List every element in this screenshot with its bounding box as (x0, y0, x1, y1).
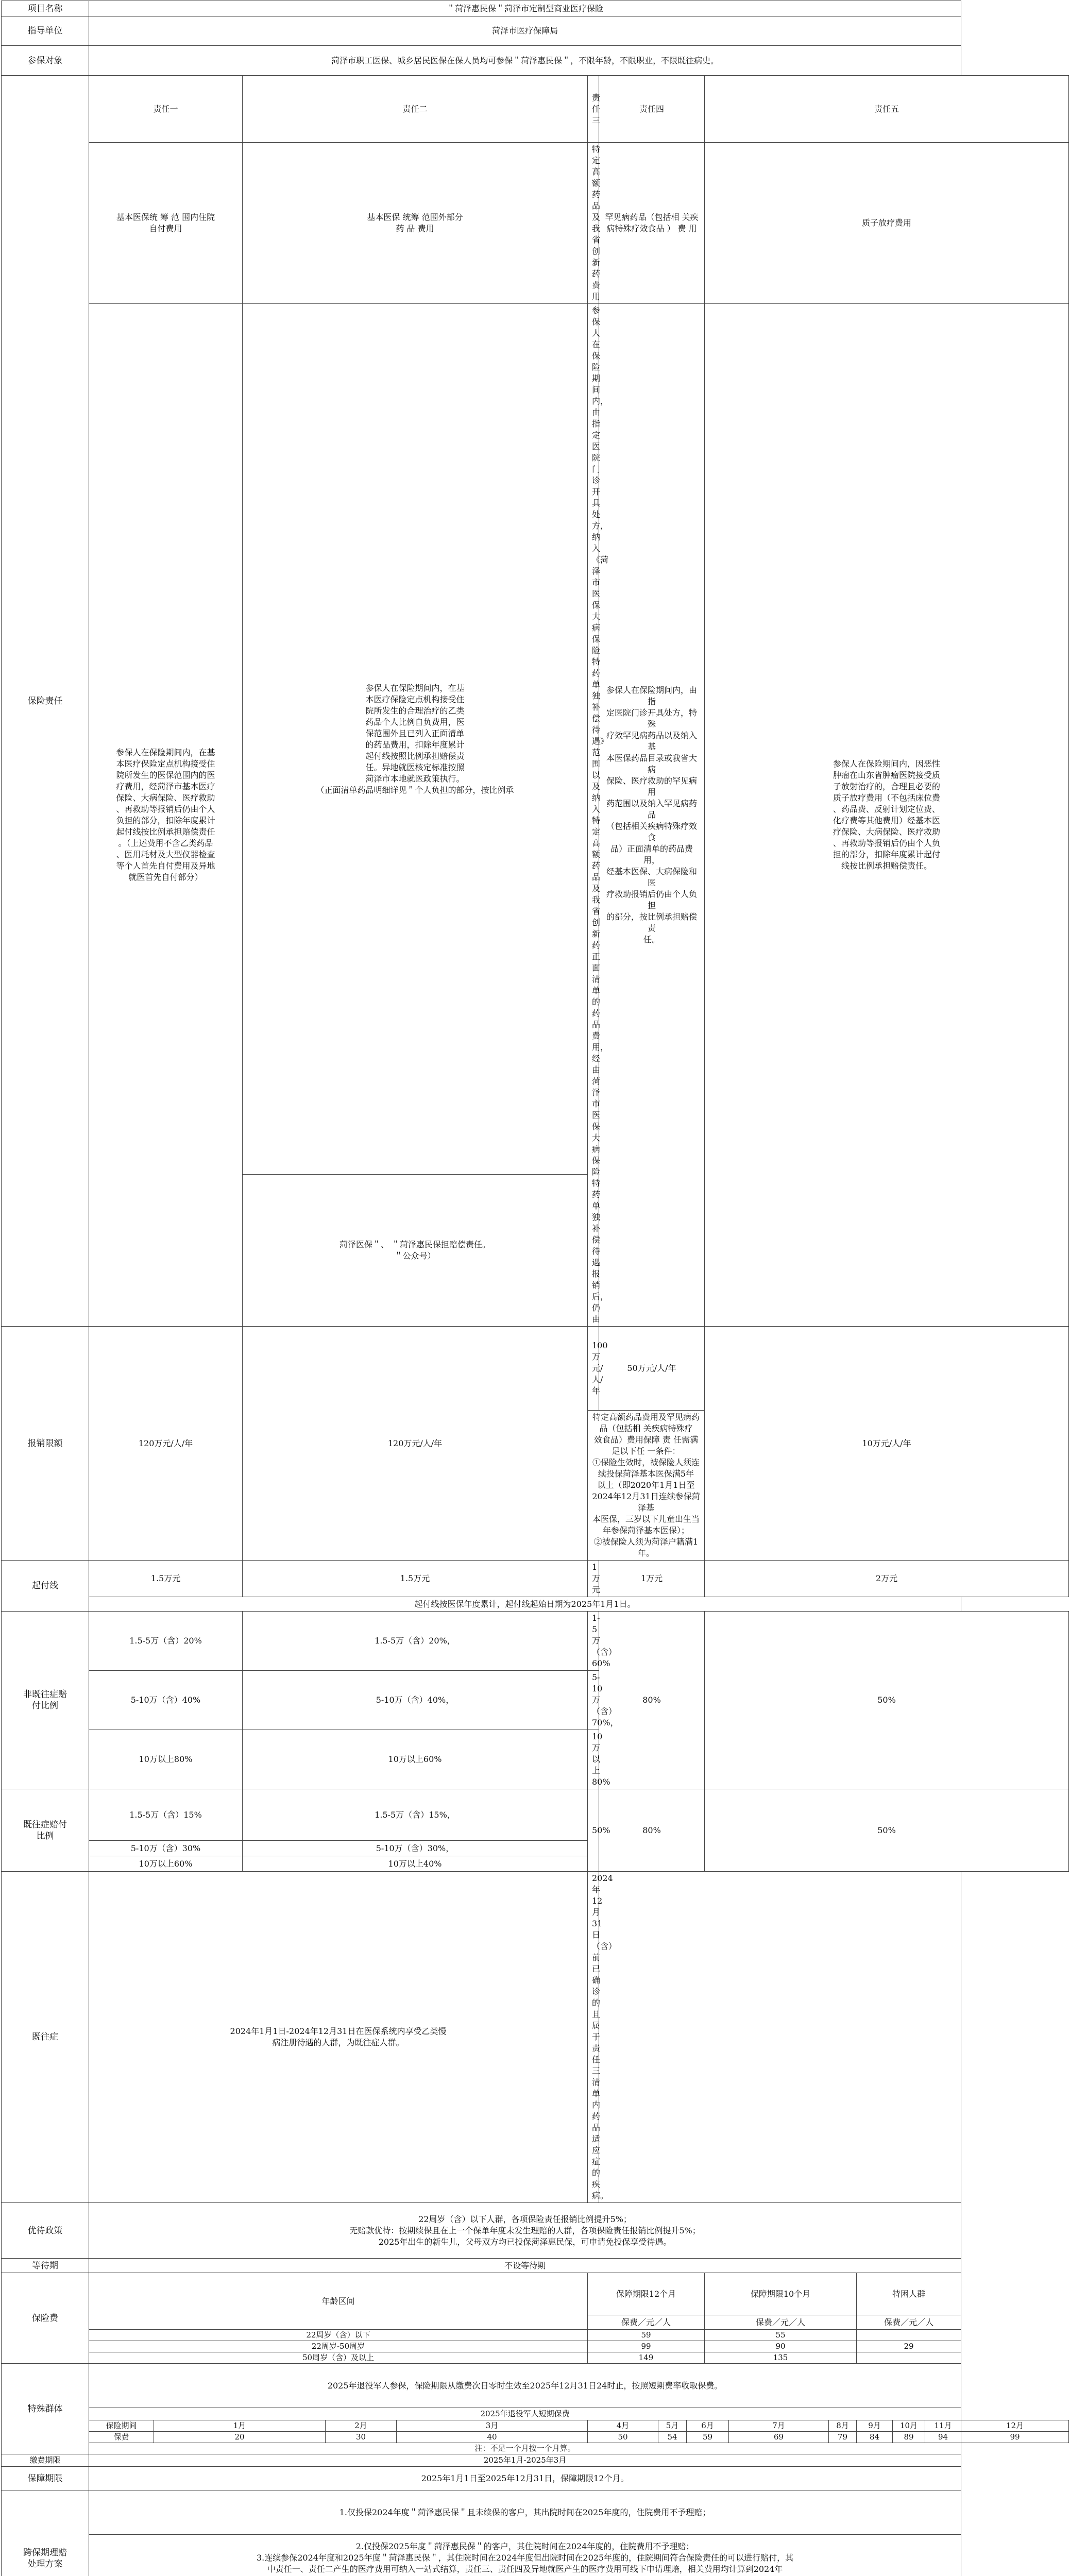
month-cell: 2月 (326, 2420, 397, 2432)
resp-desc-3: 参保人在保险期间内，由指 定医院门诊开具处方，纳入 《菏泽市医保大病保险特药 单独补偿待遇》范围以及纳 入特定高额药品及我省创新 药正面清单的药品费用，经 由菏泽市医保大病保险特药 单独补偿待遇报销后，仍由 (588, 304, 599, 1327)
fee-cell: 59 (687, 2432, 729, 2443)
project-label: 项目名称 (2, 1, 89, 16)
resp-sub-4: 罕见病药品（包括相 关疾 病特殊疗效食品 ） 费 用 (599, 143, 705, 304)
preferential-text: 22周岁（含）以下人群，各项保险责任报销比例提升5%； 无赔款优待：按期续保且在上一个保单年度未发生理赔的人群，各项保险责任报销比例提升5%； 2025年出生的新生儿，父母双方均已投保菏泽惠民保，可申请免投保享受待遇。 (89, 2203, 961, 2259)
resp-sub-2: 基本医保 统筹 范围外部分 药 品 费用 (243, 143, 588, 304)
payment-label: 缴费期限 (2, 2454, 89, 2467)
pre-1-b: 5-10万（含）30% (89, 1841, 243, 1856)
nonpre-2-a: 1.5-5万（含）20%， (243, 1612, 588, 1671)
special-fee-label: 保费 (89, 2432, 154, 2443)
fee-cell: 79 (829, 2432, 857, 2443)
month-cell: 12月 (961, 2420, 1069, 2432)
premium-sp (857, 2352, 961, 2364)
premium-p12: 59 (588, 2330, 705, 2341)
resp-head-1: 责任一 (89, 76, 243, 143)
nonpre-5: 50% (705, 1612, 1069, 1789)
pre-4: 80% (599, 1789, 705, 1872)
month-cell: 11月 (925, 2420, 961, 2432)
nonpre-1-c: 10万以上80% (89, 1730, 243, 1789)
preferential-label: 优待政策 (2, 2203, 89, 2259)
month-cell: 7月 (729, 2420, 829, 2432)
pre-3: 50% (588, 1789, 599, 1872)
special-note: 注：不足一个月按一个月算。 (89, 2443, 961, 2454)
resp-head-2: 责任二 (243, 76, 588, 143)
premium-unit-sp: 保费／元／人 (857, 2315, 961, 2330)
pre-label: 既往症赔付 比例 (2, 1789, 89, 1872)
resp-sub-1: 基本医保统 筹 范 围内住院 自付费用 (89, 143, 243, 304)
resp-sub-3: 特定高额药品及我省创新 药费用 (588, 143, 599, 304)
nonpre-1-a: 1.5-5万（含）20% (89, 1612, 243, 1671)
deductible-3: 1万元 (588, 1561, 599, 1597)
nonpre-3-c: 10万以上80% (588, 1730, 599, 1789)
fee-cell: 20 (154, 2432, 326, 2443)
nonpre-1-b: 5-10万（含）40% (89, 1671, 243, 1730)
resp-desc-4: 参保人在保险期间内，由指 定医院门诊开具处方，特殊 疗效罕见病药品以及纳入基 本医保药品目录或我省大病 保险、医疗救助的罕见病用 药范围以及纳入罕见病药品 （包括相关疾病特殊疗效食 品）正面清单的药品费用， 经基本医保、大病保险和医 疗救助报销后仍由个人负担 的部分，按比例承担赔偿责 任。 (599, 304, 705, 1327)
target-label: 参保对象 (2, 46, 89, 76)
responsibility-label: 保险责任 (2, 76, 89, 1327)
deductible-1: 1.5万元 (89, 1561, 243, 1597)
premium-col-12: 保障期限12个月 (588, 2273, 705, 2315)
month-cell: 5月 (658, 2420, 687, 2432)
waiting-label: 等待期 (2, 2259, 89, 2273)
resp-head-5: 责任五 (705, 76, 1069, 143)
nonpre-4: 80% (599, 1612, 705, 1789)
premium-p12: 99 (588, 2341, 705, 2352)
month-cell: 1月 (154, 2420, 326, 2432)
pre-2-a: 1.5-5万（含）15%， (243, 1789, 588, 1841)
preexisting-text-1: 2024年1月1日-2024年12月31日在医保系统内享受乙类慢 病注册待遇的人群，为既往症人群。 (89, 1872, 588, 2203)
limit-2: 120万元/人/年 (243, 1327, 588, 1561)
fee-cell: 40 (397, 2432, 588, 2443)
payment-value: 2025年1月-2025年3月 (89, 2454, 961, 2467)
limit-4: 50万元/人/年 (599, 1327, 705, 1411)
resp-desc-1: 参保人在保险期间内，在基 本医疗保险定点机构接受住 院所发生的医保范围内的医 疗费用，经菏泽市基本医疗 保险、大病保险、医疗救助 、再救助等报销后仍由个人 负担的部分，扣除年度累计 起付线按比例承担赔偿责任 。（上述费用不含乙类药品 、医用耗材及大型仪器检查 等个人首先自付费用及异地 就医首先自付部分） (89, 304, 243, 1327)
premium-p10: 90 (705, 2341, 857, 2352)
premium-p10: 55 (705, 2330, 857, 2341)
premium-col-10: 保障期限10个月 (705, 2273, 857, 2315)
special-text: 2025年退役军人参保，保险期限从缴费次日零时生效至2025年12月31日24时止，按照短期费率收取保费。 (89, 2364, 961, 2408)
deductible-4: 1万元 (599, 1561, 705, 1597)
fee-cell: 94 (925, 2432, 961, 2443)
preexisting-empty (599, 1872, 961, 2203)
resp-sub-5: 质子放疗费用 (705, 143, 1069, 304)
preexisting-text-2: 2024年12月31日（含）前已 确诊的且属于责任三清单内 药品适应症的疾病。 (588, 1872, 599, 2203)
pre-1-c: 10万以上60% (89, 1856, 243, 1872)
project-value: ＂菏泽惠民保＂菏泽市定制型商业医疗保险 (89, 1, 961, 16)
fee-cell: 30 (326, 2432, 397, 2443)
deductible-note: 起付线按医保年度累计，起付线起始日期为2025年1月1日。 (89, 1597, 961, 1612)
month-cell: 9月 (857, 2420, 893, 2432)
nonpre-2-b: 5-10万（含）40%， (243, 1671, 588, 1730)
pre-1-a: 1.5-5万（含）15% (89, 1789, 243, 1841)
deductible-2: 1.5万元 (243, 1561, 588, 1597)
limit-3: 100万元/人/年 (588, 1327, 599, 1411)
period-label: 保障期限 (2, 2467, 89, 2490)
target-value: 菏泽市职工医保、城乡居民医保在保人员均可参保＂菏泽惠民保＂，不限年龄，不限职业，不限既往病史。 (89, 46, 961, 76)
month-cell: 8月 (829, 2420, 857, 2432)
resp-desc-2b: 菏泽医保＂、 ＂菏泽惠民保担赔偿责任。 ＂公众号） (243, 1175, 588, 1327)
limit-label: 报销限额 (2, 1327, 89, 1561)
special-period-label: 保险期间 (89, 2420, 154, 2432)
premium-unit-12: 保费／元／人 (588, 2315, 705, 2330)
premium-sp: 29 (857, 2341, 961, 2352)
pre-5: 50% (705, 1789, 1069, 1872)
nonpre-2-c: 10万以上60% (243, 1730, 588, 1789)
premium-age: 22周岁（含）以下 (89, 2330, 588, 2341)
special-table-title: 2025年退役军人短期保费 (89, 2408, 961, 2420)
resp-desc-2: 参保人在保险期间内，在基 本医疗保险定点机构接受住 院所发生的合理治疗的乙类 药品个人比例自负费用，医 保范围外且已列入正面清单 的药品费用，扣除年度累计 起付线按照比例承担赔偿责 任。异地就医核定标准按照 菏泽市本地就医政策执行。 （正面清单药品明细详见＂个人负担的部分，按比例承 (243, 304, 588, 1175)
premium-p12: 149 (588, 2352, 705, 2364)
month-cell: 4月 (588, 2420, 658, 2432)
month-cell: 6月 (687, 2420, 729, 2432)
cross-label: 跨保期理赔 处理方案 (2, 2490, 89, 2576)
premium-sp (857, 2330, 961, 2341)
limit-5: 10万元/人/年 (705, 1327, 1069, 1561)
deductible-5: 2万元 (705, 1561, 1069, 1597)
nonpre-3-a: 1-5万（含）60% (588, 1612, 599, 1671)
special-label: 特殊群体 (2, 2364, 89, 2454)
waiting-value: 不设等待期 (89, 2259, 961, 2273)
period-value: 2025年1月1日至2025年12月31日，保障期限12个月。 (89, 2467, 961, 2490)
pre-2-b: 5-10万（含）30%， (243, 1841, 588, 1856)
insurance-table (1, 1, 1069, 2576)
fee-cell: 50 (588, 2432, 658, 2443)
premium-p10: 135 (705, 2352, 857, 2364)
deductible-label: 起付线 (2, 1561, 89, 1612)
month-cell: 3月 (397, 2420, 588, 2432)
nonpre-label: 非既往症赔 付比例 (2, 1612, 89, 1789)
limit-1: 120万元/人/年 (89, 1327, 243, 1561)
fee-cell: 69 (729, 2432, 829, 2443)
premium-col-sp: 特困人群 (857, 2273, 961, 2315)
fee-cell: 89 (893, 2432, 925, 2443)
resp-head-3: 责任三 (588, 76, 599, 143)
premium-unit-10: 保费／元／人 (705, 2315, 857, 2330)
preexisting-label: 既往症 (2, 1872, 89, 2203)
cross-p1: 1.仅投保2024年度＂菏泽惠民保＂且未续保的客户，其出院时间在2025年度的，住院费用不予理赔； (89, 2490, 961, 2535)
cross-p2: 2.仅投保2025年度＂菏泽惠民保＂的客户，其住院时间在2024年度的，住院费用不予理赔； 3.连续参保2024年度和2025年度＂菏泽惠民保＂，其住院时间在2024年度但出院时间在2025年度的，住院期间符合保险责任的可以进行赔付，其 中责任一、责任二产生的医疗费用可纳入一站式结算，责任三、责任四及异地就医产生的医疗费用可线下申请理赔，相关费用均计算到2024年 (89, 2535, 961, 2576)
premium-age-head: 年龄区间 (89, 2273, 588, 2330)
premium-age: 50周岁（含）及以上 (89, 2352, 588, 2364)
premium-label: 保险费 (2, 2273, 89, 2364)
guide-value: 菏泽市医疗保障局 (89, 16, 961, 46)
resp-desc-5: 参保人在保险期间内，因恶性 肿瘤在山东省肿瘤医院接受质 子放射治疗的，合理且必要的 质子放疗费用（不包括床位费 、药品费、反射计划定位费、 化疗费等其他费用）经基本医 疗保险、大病保险、医疗救助 、再救助等报销后仍由个人负 担的部分，扣除年度累计起付 线按比例承担赔偿责任。 (705, 304, 1069, 1327)
month-cell: 10月 (893, 2420, 925, 2432)
limit-note: 特定高额药品费用及罕见病药品（包括相 关疾病特殊疗 效食品）费用保障 责 任需满 足以下任 一条件： ①保险生效时，被保险人须连续投保菏泽基本医保满5年 以上（即2020年1月1日至2024年12月31日连续参保菏泽基 本医保，三岁以下儿童出生当年参保菏泽基本医保）； ②被保险人须为菏泽户籍满1年。 (588, 1411, 705, 1561)
nonpre-3-b: 5-10万（含）70%， (588, 1671, 599, 1730)
resp-head-4: 责任四 (599, 76, 705, 143)
pre-2-c: 10万以上40% (243, 1856, 588, 1872)
guide-label: 指导单位 (2, 16, 89, 46)
premium-age: 22周岁-50周岁 (89, 2341, 588, 2352)
fee-cell: 99 (961, 2432, 1069, 2443)
fee-cell: 84 (857, 2432, 893, 2443)
fee-cell: 54 (658, 2432, 687, 2443)
